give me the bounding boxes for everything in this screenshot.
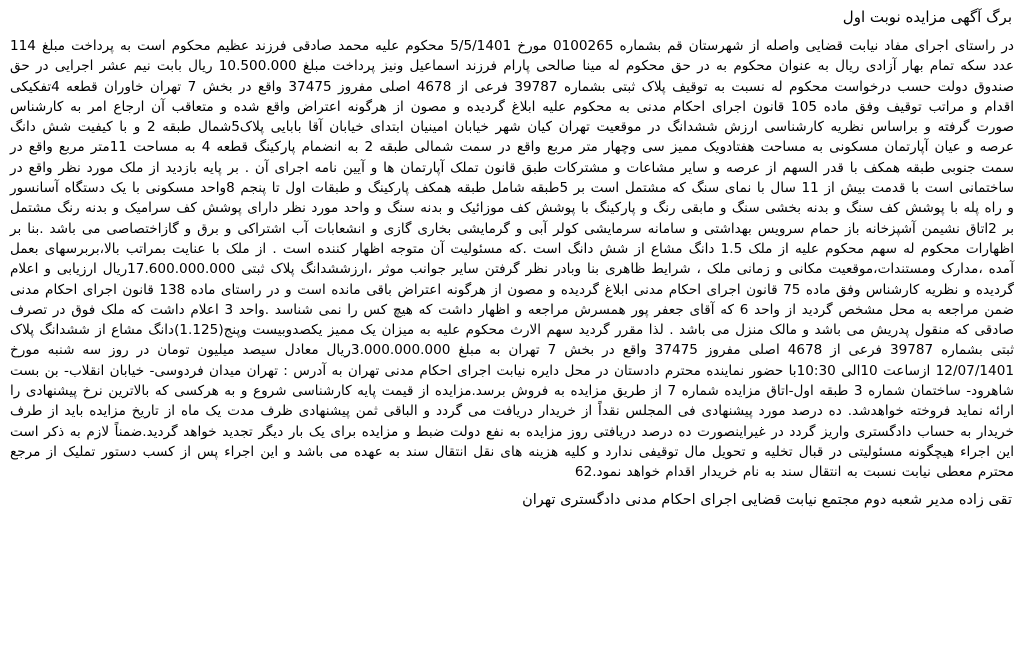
notice-title: برگ آگهی مزایده نوبت اول [842,8,1012,26]
notice-signature: تقی زاده مدیر شعبه دوم مجتمع نیابت قضایی اجرای احکام مدنی دادگستری تهران [522,491,1012,508]
notice-body: در راستای اجرای مفاد نیابت قضایی واصله از شهرستان قم بشماره 0100265 مورخ 5/5/1401 محکوم علیه محمد صادقی فرزند عظیم محکوم است به پرداخت مبلغ 114 عدد سکه تمام بهار آزادی ریال به عنوان محکوم به در حق محکوم له مینا صالحی پارام فرزند اسماعیل ونیز پرداخت مبلغ 10.500.000 ریال بابت نیم عشر اجرایی در حق صندوق دولت حسب درخواست محکوم له نسبت به توقیف پلاک ثبتی بشماره 39787 فرعی از 4678 اصلی مفروز 37475 واقع در بخش 7 تهران خاوران قطعه 4تفکیکی اقدام و مراتب توقیف وفق ماده 105 قانون اجرای احکام مدنی به محکوم علیه ابلاغ گردیده و مصون از هرگونه اعتراض واقع شده و متعاقب آن ارجاع امر به کارشناس صورت گرفته و براساس نظریه کارشناسی ارزش ششدانگ در موقعیت تهران کیان شهر خیابان امینیان ابتدای خیابان آقا بابایی پلاک5شمال طبقه 2 و با کیفیت شش دانگ عرصه و عیان آپارتمان مسکونی به مساحت هفتادویک ممیز سی وچهار متر مربع واقع در سمت شمالی طبقه 2 به انضمام پارکینگ قطعه 4 به مساحت 11متر مربع واقع در سمت جنوبی طبقه همکف با قدر السهم از عرصه و سایر مشاعات و مشترکات طبق قانون تملک آپارتمان ها و آیین نامه اجرای آن . بر پایه بازدید از ملک مورد نظر واقع در ساختمانی است با قدمت بیش از 11 سال با نمای سنگ که مشتمل است بر 5طبقه شامل طبقه همکف پارکینگ و طبقات اول تا پنجم 8واحد مسکونی با یک دستگاه آسانسور و راه پله با پوشش کف سنگ و بدنه بخشی سنگ و مابقی رنگ و پارکینگ با پوشش کف موزائیک و بدنه سنگ و واحد مورد نظر دارای پوشش کف سرامیک و بدنه رنگ مشتمل بر 2اتاق نشیمن آشپزخانه باز حمام سرویس بهداشتی و سامانه سرمایشی کولر آبی و گرمایشی بخاری گازی و انشعابات آب اشتراکی و برق و گازاختصاصی می باشد .بنا بر اظهارات محکوم له سهم محکوم علیه از ملک 1.5 دانگ مشاع از شش دانگ است .که مسئولیت آن متوجه اظهار کننده است . از ملک با عنایت بمراتب بالا،بربرسهای بعمل آمده ،مدارک ومستندات،موقعیت مکانی و زمانی ملک ، شرایط ظاهری بنا وبادر نظر گرفتن سایر جوانب موثر ،ارزششدانگ پلاک ثبتی 17.600.000.000ریال ارزیابی و اعلام گردیده و نظریه کارشناس وفق ماده 75 قانون اجرای احکام مدنی ابلاغ گردیده و مصون از هرگونه اعتراض باقی مانده است و در راستای ماده 138 قانون اجرای احکام مدنی ضمن مراجعه به محل مشخص گردید از واحد 6 که آقای جعفر پور همسرش مراجعه و اظهار داشت که هیچ کس را نمی شناسد .واحد 3 اعلام داشت که ملک فوق در تصرف صادقی که منقول پدریش می باشد و مالک منزل می باشد . لذا مقرر گردید سهم الارث محکوم علیه به میزان یک ممیز یکصدوبیست وپنج(1.125)دانگ مشاع از ششدانگ پلاک ثبتی بشماره 39787 فرعی از 4678 اصلی مفروز 37475 واقع در بخش 7 تهران به مبلغ 3.000.000.000ریال معادل سیصد میلیون تومان در روز سه شنبه مورخ 12/07/1401 ازساعت 10الی 10:30با حضور نماینده محترم دادستان در محل دایره نیابت اجرای احکام مدنی تهران به آدرس : تهران میدان فردوسی- خیابان انقلاب- بن بست شاهرود- ساختمان شماره 3 طبقه اول-اتاق مزایده شماره 7 از طریق مزایده به فروش برسد.مزایده از قیمت پایه کارشناسی شروع و به هرکسی که بالاترین نرخ پیشنهادی را ارائه نماید فروخته خواهدشد. ده درصد مورد پیشنهادی فی المجلس نقداً از خریدار دریافت می گردد و الباقی ثمن پیشنهادی ظرف مدت یک ماه از تاریخ مزایده باید از طرف خریدار به حساب دادگستری واریز گردد در غیراینصورت ده درصد دریافتی روز مزایده به نفع دولت ضبط و مزایده برای یک بار دیگر تجدید خواهد گردید.ضمناً لازم به ذکر است این اجراء هیچگونه مسئولیتی در قبال تخلیه و تحویل مال توقیفی ندارد و کلیه هزینه های نقل انتقال سند به عهده می باشد و این اجراء پس از کسب دستور تملیک از مرجع محترم معطی نیابت نسبت به انتقال سند به نام خریدار اقدام خواهد نمود.62 [10,38,1015,481]
